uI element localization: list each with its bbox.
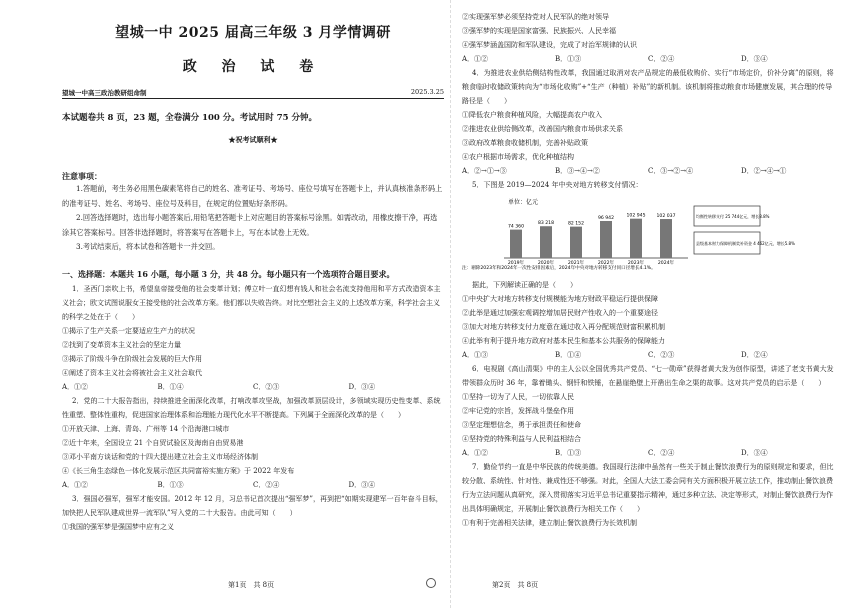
question-stem: 6．电视剧《高山清渠》中的主人公以全国优秀共产党员、“七一勋章”获得者黄大发为创作原型，讲述了老支书黄大发带领群众历时 36 年，靠着锄头、钢钎和铁锤，在悬崖绝壁上开凿出生命之渠的故事。这对共产党员的启示是（ ） xyxy=(462,365,834,387)
option: ①揭示了生产关系一定要适应生产力的状况 xyxy=(62,326,195,335)
choices xyxy=(62,380,444,394)
question-stem: 4．为推进农业供给侧结构性改革，我国通过取消对农产品规定的最低收购价、实行“市场定价，价补分离”的原则，将粮食临时收储政策转向为“市场化收购”+“生产（种植）补贴”的新机制。该机制将推动粮食市场健康发展，其合理的传导路径是（ ） xyxy=(462,69,834,105)
choice: C．②③ xyxy=(253,382,280,391)
left-page xyxy=(62,0,444,534)
section-heading: 一、选择题：本题共 16 小题，每小题 3 分，共 48 分。每小题只有一个选项符合题目要求。 xyxy=(62,268,395,279)
good-luck-line: ★祝考试顺利★ xyxy=(228,135,278,144)
choice: A．①③ xyxy=(462,351,489,359)
question-stem: 1．圣西门亲吹上书，希望皇帝接受他的社会变革计划；傅立叶一直幻想有钱人和社会名流支持他用和平方式改造资本主义社会；欧文试图说服女王接受他的社会改革方案。他们都以失败告终。对比空想社会主义的上述改革方案，科学社会主义的科学之处在于（ ） xyxy=(62,284,441,321)
choice: D．③④ xyxy=(741,449,768,457)
option: ③揭示了阶级斗争在阶级社会发展的巨大作用 xyxy=(62,354,202,363)
bar-value-label: 83 218 xyxy=(537,221,555,227)
choices xyxy=(462,446,834,460)
option: ①中央扩大对地方转移支付规模能为地方财政平稳运行提供保障 xyxy=(462,295,658,303)
page-number-left: 第1页 共 8页 xyxy=(228,581,275,589)
option: ④阐述了资本主义社会将被社会主义社会取代 xyxy=(62,368,202,377)
bar-value-label: 102 037 xyxy=(656,214,676,220)
option: ④《长三角生态绿色一体化发展示范区共同富裕实施方案》于 2022 年发布 xyxy=(62,466,295,475)
chart-ylabel: 单位：亿元 xyxy=(508,199,539,206)
choice: C．②④ xyxy=(253,480,280,489)
chart-bar xyxy=(540,226,552,258)
question-7 xyxy=(462,460,834,530)
category-label: 2022年 xyxy=(597,261,615,266)
choice: C．②④ xyxy=(648,55,675,63)
chart-callouts xyxy=(694,206,795,254)
question-followup: 据此，下列解读正确的是（ ） xyxy=(472,281,577,289)
category-label: 2021年 xyxy=(567,261,585,266)
binding-mark-icon xyxy=(426,578,436,588)
score-info: 本试题卷共 8 页，23 题，全卷满分 100 分。考试用时 75 分钟。 xyxy=(62,113,318,123)
option: ④农户根据市场需求，优化种植结构 xyxy=(462,153,574,161)
right-page xyxy=(462,10,834,530)
choice: B．①③ xyxy=(555,55,582,63)
chart-bar xyxy=(570,227,582,258)
choice: A．②→①→③ xyxy=(462,167,507,175)
option: ④强军梦涵盖国防和军队建设，完成了对治军规律的认识 xyxy=(462,41,637,49)
option: ②找到了变革资本主义社会的坚定力量 xyxy=(62,340,181,349)
option: ③坚定理想信念，勇于承担责任和使命 xyxy=(462,421,581,429)
question-3 xyxy=(62,492,444,534)
choices xyxy=(462,348,834,362)
choice: A．①② xyxy=(462,449,489,457)
option: ②牢记党的宗旨，发挥战斗堡垒作用 xyxy=(462,407,574,415)
exam-subject: 政 治 试 卷 xyxy=(182,59,324,75)
notes-title: 注意事项： xyxy=(62,171,102,181)
choice: B．③→④→② xyxy=(555,167,600,175)
question-6 xyxy=(462,362,834,460)
option: ②近十年来，全国设立 21 个自贸试验区及海南自由贸易港 xyxy=(62,438,244,447)
choices xyxy=(462,52,834,66)
question-5 xyxy=(462,178,834,362)
option: ④坚持党的特殊利益与人民利益相结合 xyxy=(462,435,581,443)
choice: B．①④ xyxy=(555,351,582,359)
choice: D．③④ xyxy=(348,382,376,391)
choice: D．③④ xyxy=(348,480,376,489)
option: ③政府改革粮食收储机制，完善补贴政策 xyxy=(462,139,588,147)
choice: A．①② xyxy=(62,382,89,391)
option: ①开放天津、上海、青岛、广州等 14 个沿海港口城市 xyxy=(62,424,230,433)
option: ②此举是通过加强宏观调控增加居民财产性收入的一个重要途径 xyxy=(462,309,658,317)
bar-value-label: 102 945 xyxy=(626,213,646,219)
option: ②推进农业供给侧改革，改善国内粮食市场供求关系 xyxy=(462,125,623,133)
note-item: 1.答题前，考生务必用黑色碳素笔将自己的姓名、准考证号、考场号、座位号填写在答题卡上，并认真核准条形码上的准考证号、姓名、考场号、座位号及科目，在规定的位置贴好条形码。 xyxy=(62,184,443,208)
option: ③加大对地方转移支付力度意在通过收入再分配规范财富积累机制 xyxy=(462,323,665,331)
fold-line xyxy=(450,0,451,608)
option: ③邓小平南方谈话和党的十四大提出建立社会主义市场经济体制 xyxy=(62,452,258,461)
choice: C．②③ xyxy=(648,351,675,359)
option: ④此举有利于提升地方政府对基本民生和基本公共服务的保障能力 xyxy=(462,337,665,345)
choices xyxy=(62,478,444,492)
choice: C．②④ xyxy=(648,449,675,457)
bar-value-label: 82 152 xyxy=(567,221,585,227)
choice: C．③→②→④ xyxy=(648,167,694,175)
category-label: 2020年 xyxy=(537,261,555,266)
chart-note: 注：剔除2023年和2024年一次性安排因素后，2024年中央对地方转移支付同口径增长4.1%。 xyxy=(462,266,656,271)
header-rule xyxy=(62,88,444,99)
choice: B．①③ xyxy=(157,480,184,489)
question-3-continued xyxy=(462,10,834,66)
question-stem: 7．勤俭节约一直是中华民族的传统美德。我国现行法律中虽然有一些关于制止餐饮浪费行为的原则规定和要求，但比较分散、系统性、针对性、兼成性还不够强。对此，全国人大法工委会同有关方面积极开展立法工作，推动制止餐饮浪费行为立法问题从真研究，深入贯彻落实习近平总书记重要指示精神，通过多种立法、决定等形式，对制止餐饮浪费行为作出具体明确规定，开展制止餐饮浪费行为相关工作（ ） xyxy=(462,463,834,513)
option: ③强军梦的实现是国家富强、民族振兴、人民幸福 xyxy=(462,27,616,35)
chart-bar xyxy=(630,219,642,258)
exam-date: 2025.3.25 xyxy=(410,88,444,96)
category-label: 2024年 xyxy=(657,261,675,266)
choice: A．①② xyxy=(62,480,89,489)
option: ①我国的强军梦是强国梦中应有之义 xyxy=(62,522,174,531)
choices xyxy=(462,164,834,178)
choice: A．①② xyxy=(462,55,489,63)
choice: D．③④ xyxy=(741,55,768,63)
option: ①有利于完善相关法律，建立制止餐饮浪费行为长效机制 xyxy=(462,519,637,527)
question-stem: 3．强国必强军，强军才能安国。2012 年 12 月，习总书记首次提出“强军梦”，再到把“如期实现建军一百年奋斗目标，加快把人民军队建成世界一流军队”写入党的二十大报告。由此可知（ ） xyxy=(62,494,443,517)
option: ①降低农户粮食种植风险，大幅提高农户收入 xyxy=(462,111,602,119)
option: ②实现强军梦必须坚持党对人民军队的绝对领导 xyxy=(462,13,609,21)
question-1 xyxy=(62,282,444,394)
choice: B．①④ xyxy=(157,382,184,391)
callout-text: 均衡性转移支付 25 744亿元，增长8.8% xyxy=(696,214,770,219)
chart-bar xyxy=(510,230,522,258)
transfer-payment-chart xyxy=(462,196,832,272)
question-2 xyxy=(62,394,444,492)
category-label: 2019年 xyxy=(507,261,525,266)
exam-title: 望城一中 2025 届高三年级 3 月学情调研 xyxy=(115,25,391,41)
question-stem: 5．下图是 2019—2024 年中央对地方转移支付情况： xyxy=(472,181,643,189)
choice: B．①③ xyxy=(555,449,582,457)
choice: D．②→④→① xyxy=(741,167,787,175)
bar-value-label: 96 942 xyxy=(597,215,615,221)
callout-text: 县级基本财力保障机制奖补资金 4 462亿元，增长5.8% xyxy=(696,241,795,246)
category-label: 2023年 xyxy=(627,261,645,266)
question-4 xyxy=(462,66,834,178)
exam-organizer: 望城一中高三政治教研组命制 xyxy=(62,89,147,97)
choice: D．②④ xyxy=(741,351,768,359)
option: ①坚持一切为了人民，一切依靠人民 xyxy=(462,393,574,401)
chart-bar xyxy=(660,219,672,258)
note-item: 3.考试结束后，将本试卷和答题卡一并交回。 xyxy=(76,242,220,251)
question-stem: 2．党的二十大报告指出，持续推进全面深化改革，打响改革攻坚战，加强改革顶层设计，多领域实现历史性变革、系统性重塑、整体性重构，促进国家治理体系和治理能力现代化水平不断提高。下列属于全面深化改革的是（ ） xyxy=(62,396,441,419)
page-number-right: 第2页 共 8页 xyxy=(492,581,539,589)
bar-value-label: 74 360 xyxy=(507,224,525,230)
note-item: 2.回答选择题时，选出每小题答案后,用铅笔把答题卡上对应题目的答案标号涂黑。如需改动，用橡皮擦干净，再选涂其它答案标号。回答非选择题时，将答案写在答题卡上，写在本试卷上无效。 xyxy=(62,213,438,237)
chart-bar xyxy=(600,221,612,258)
